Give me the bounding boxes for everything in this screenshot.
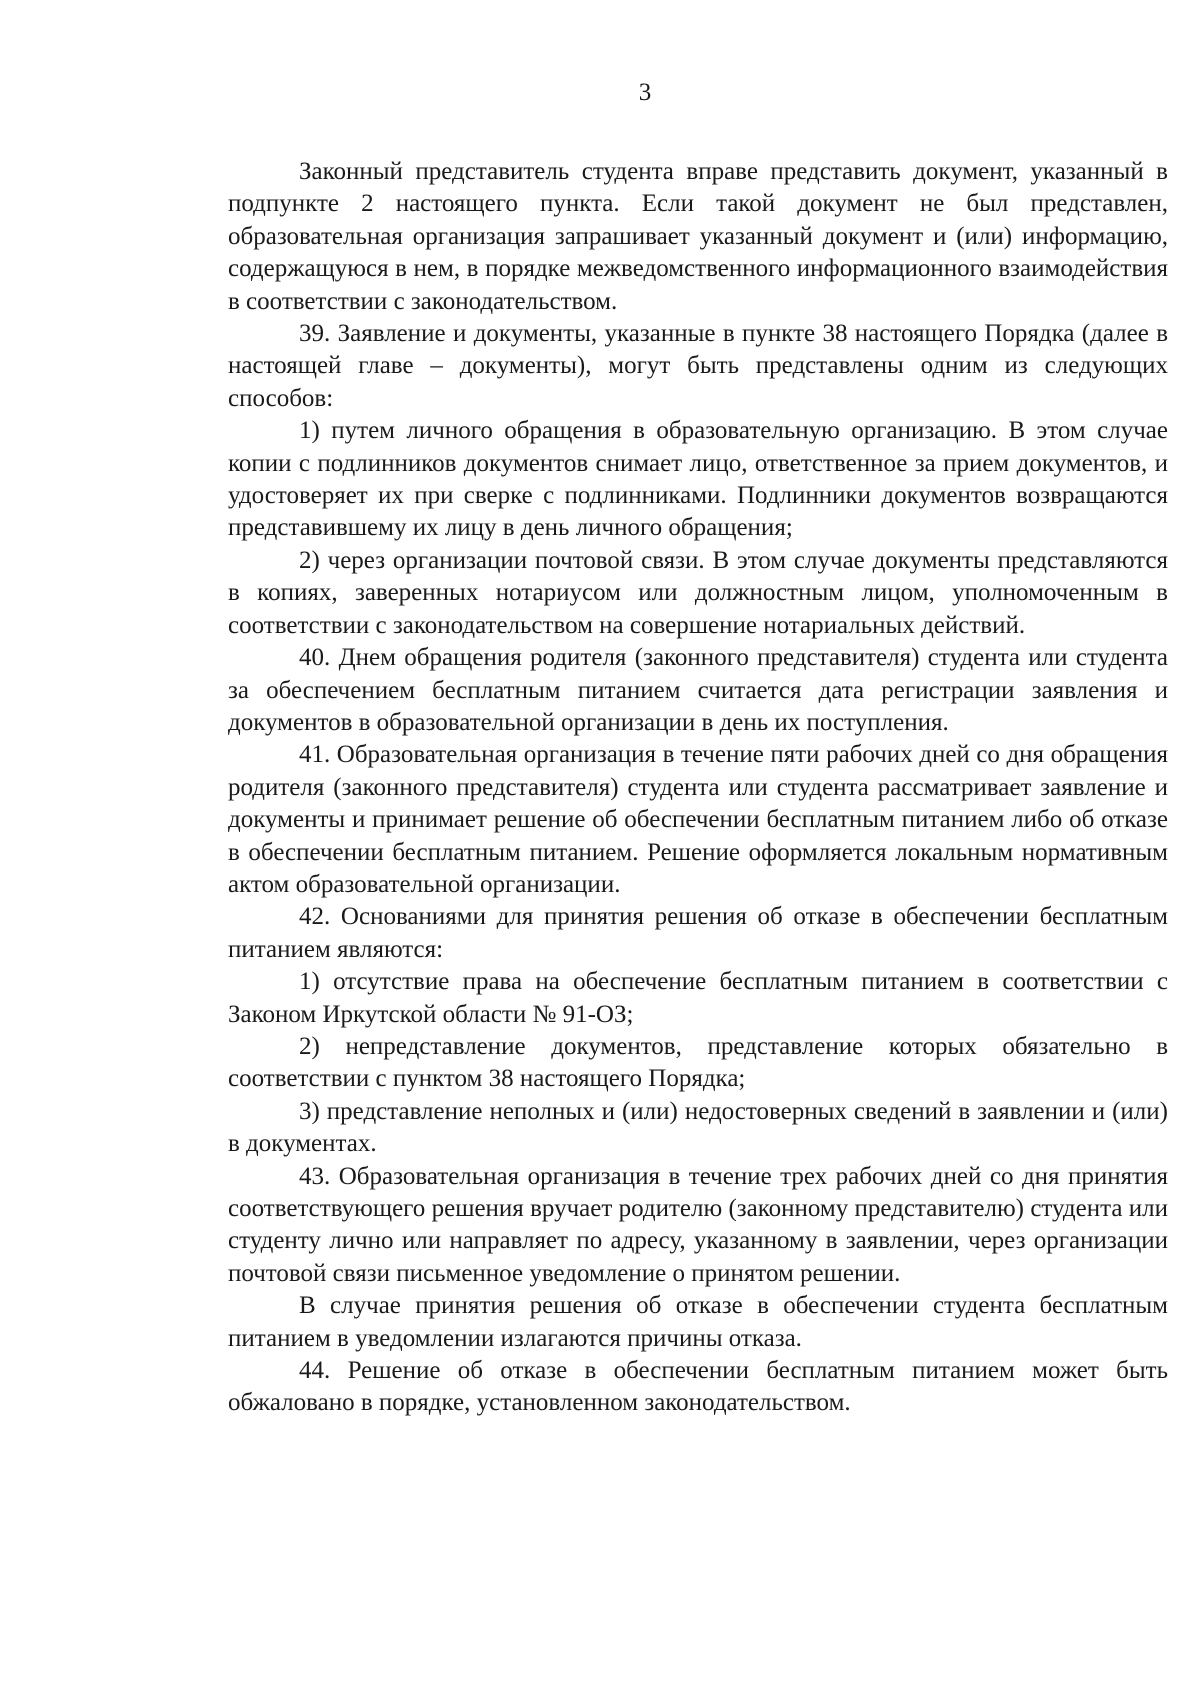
paragraph-39-item-1: 1) путем личного обращения в образовательную организацию. В этом случае копии с подлинников документов снимает лицо, ответственное за прием документов, и удостоверяет их при сверке с подлинниками. Подлинники документов возвращаются представившему их лицу в день личного обращения; — [228, 417, 1168, 542]
paragraph-42-item-1: 1) отсутствие права на обеспечение бесплатным питанием в соответствии с Законом Иркутской области № 91-ОЗ; — [228, 968, 1168, 1028]
paragraph-39: 39. Заявление и документы, указанные в пункте 38 настоящего Порядка (далее в настоящей главе – документы), могут быть представлены одним из следующих способов: — [228, 320, 1168, 412]
paragraph-39-item-2: 2) через организации почтовой связи. В этом случае документы представляются в копиях, заверенных нотариусом или должностным лицом, уполномоченным в соответствии с законодательством на совершение нотариальных действий. — [228, 546, 1168, 639]
paragraph-legal-representative: Законный представитель студента вправе представить документ, указанный в подпункте 2 настоящего пункта. Если такой документ не был представлен, образовательная организация запрашивает указанный документ и (или) информацию, содержащуюся в нем, в порядке межведомственного информационного взаимодействия в соответствии с законодательством. — [228, 158, 1168, 315]
paragraph-42: 42. Основаниями для принятия решения об отказе в обеспечении бесплатным питанием являются: — [228, 903, 1168, 963]
page-number: 3 — [638, 79, 652, 106]
paragraph-41: 41. Образовательная организация в течение пяти рабочих дней со дня обращения родителя (законного представителя) студента или студента рассматривает заявление и документы и принимает решение об обеспечении бесплатным питанием либо об отказе в обеспечении бесплатным питанием. Решение оформляется локальным нормативным актом образовательной организации. — [228, 741, 1168, 898]
paragraph-42-item-2: 2) непредставление документов, представление которых обязательно в соответствии с пунктом 38 настоящего Порядка; — [228, 1032, 1168, 1093]
paragraph-43: 43. Образовательная организация в течение трех рабочих дней со дня принятия соответствующего решения вручает родителю (законному представителю) студента или студенту лично или направляет по адресу, указанному в заявлении, через организации почтовой связи письменное уведомление о принятом решении. — [228, 1162, 1168, 1287]
document-body — [228, 156, 1168, 1420]
paragraph-42-item-3: 3) представление неполных и (или) недостоверных сведений в заявлении и (или) в документах. — [228, 1097, 1168, 1158]
paragraph-44: 44. Решение об отказе в обеспечении бесплатным питанием может быть обжаловано в порядке, установленном законодательством. — [228, 1357, 1168, 1417]
paragraph-43-refusal-reasons: В случае принятия решения об отказе в обеспечении студента бесплатным питанием в уведомлении излагаются причины отказа. — [228, 1292, 1168, 1352]
paragraph-40: 40. Днем обращения родителя (законного представителя) студента или студента за обеспечением бесплатным питанием считается дата регистрации заявления и документов в образовательной организации в день их поступления. — [228, 644, 1168, 736]
